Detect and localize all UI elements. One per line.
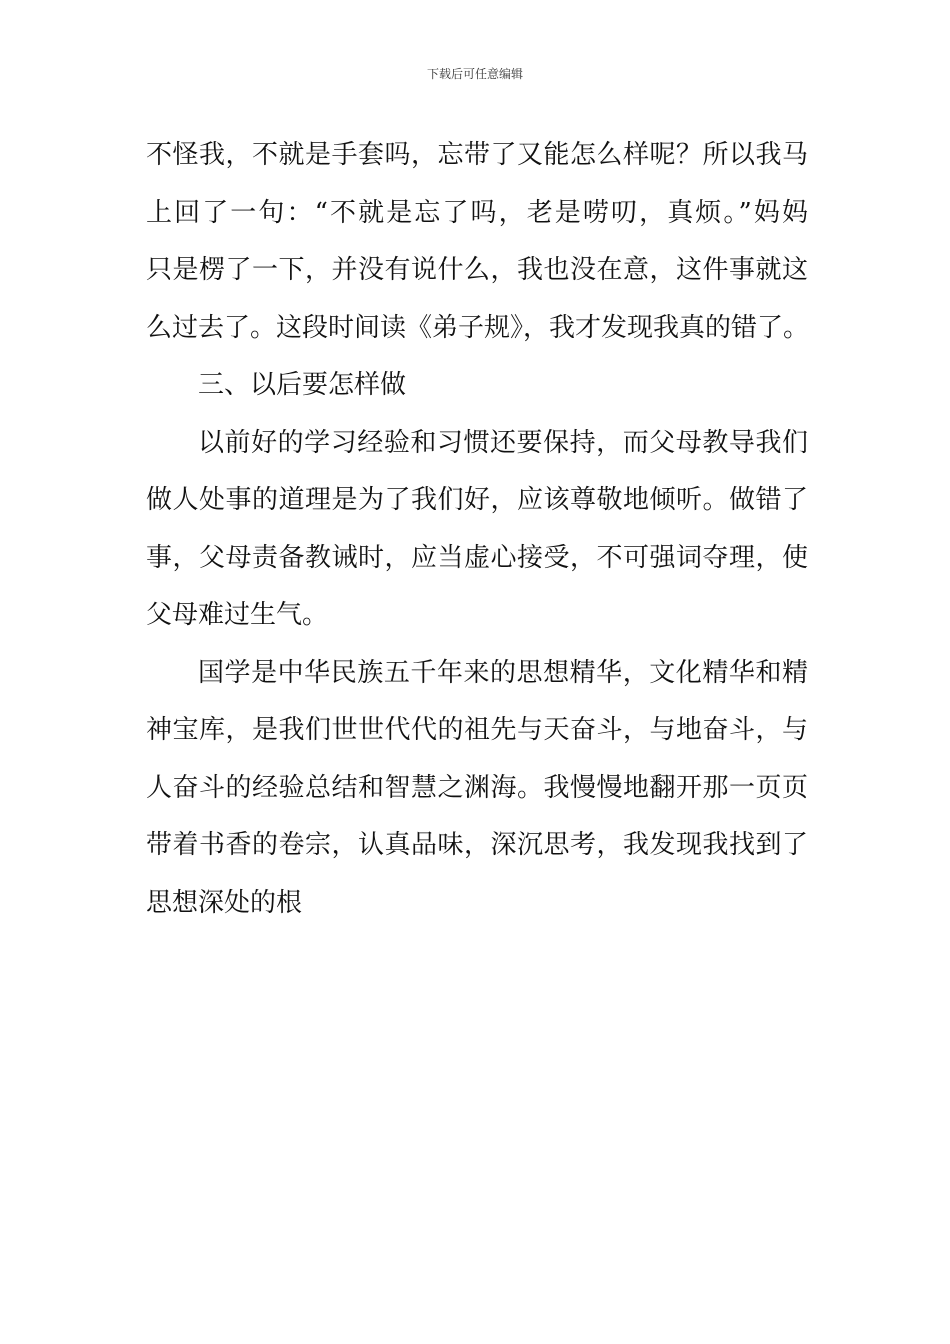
text-line: 国学是中华民族五千年来的思想精华，文化精华和精: [198, 657, 808, 688]
text-line: 做人处事的道理是为了我们好，应该尊敬地倾听。做错了: [146, 485, 808, 515]
text-line: 人奋斗的经验总结和智慧之渊海。我慢慢地翻开那一页页: [146, 772, 808, 803]
text-line: 神宝库，是我们世世代代的祖先与天奋斗，与地奋斗，与: [146, 715, 808, 745]
section-heading: 三、以后要怎样做: [198, 370, 407, 400]
text-line: 不怪我，不就是手套吗，忘带了又能怎么样呢？所以我马: [146, 140, 808, 170]
text-line: 么过去了。这段时间读《弟子规》，我才发现我真的错了。: [146, 312, 810, 343]
text-line: 带着书香的卷宗，认真品味，深沉思考，我发现我找到了: [146, 830, 808, 860]
text-line: 以前好的学习经验和习惯还要保持，而父母教导我们: [198, 427, 808, 458]
body-text: [146, 127, 808, 932]
text-line: 思想深处的根: [146, 887, 303, 918]
text-line: 上回了一句：“不就是忘了吗，老是唠叨，真烦。”妈妈: [146, 197, 808, 228]
text-line: 父母难过生气。: [146, 600, 329, 630]
text-line: 只是楞了一下，并没有说什么，我也没在意，这件事就这: [146, 255, 808, 285]
page-header: 下载后可任意编辑: [426, 67, 523, 81]
text-line: 事，父母责备教诫时，应当虚心接受，不可强词夺理，使: [146, 542, 808, 573]
